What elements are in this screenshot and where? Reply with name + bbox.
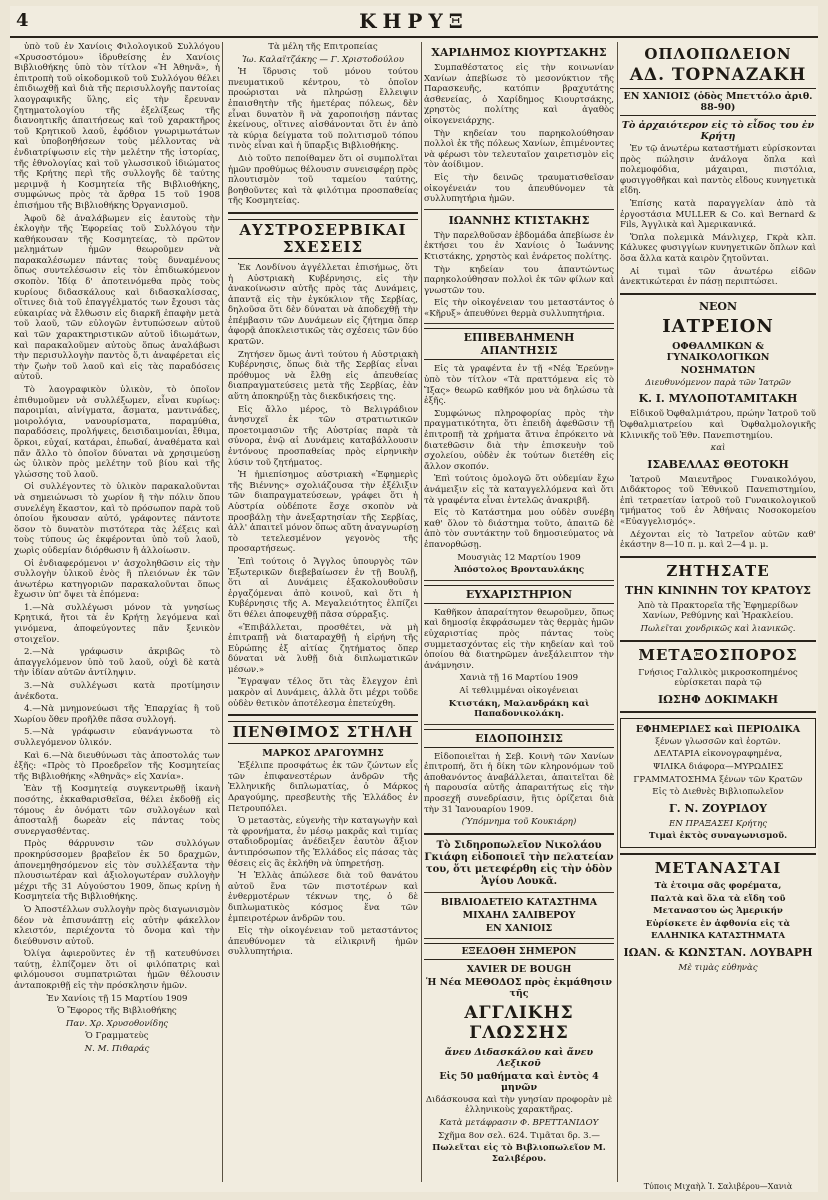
article-paragraph: Εἰς ἄλλο μέρος, τὸ Βελιγράδιον ἀνησυχεῖ ἐκ τῶν στρατιωτικῶν προετοιμασιῶν τῆς Αὐστρίας παρὰ τὰ σύνορα, ἐνῷ αἱ Δυνάμεις καταβάλλουσιν ἐντόνους προσπαθείας πρὸς εἰρηνικὴν λύσιν τοῦ ζητήματος. — [228, 404, 418, 468]
notice-paragraph: Συμπαθέστατος εἰς τὴν κοινωνίαν Χανίων ἀπεβίωσε τὸ μεσονύκτιον τῆς Παρασκευῆς, κατόπιν βραχυτάτης ἀσθενείας, ὁ Χαρίδημος Κιουρτσάκης, χρηστὸς πολίτης καὶ ἀγαθὸς οἰκογενειάρχης. — [424, 63, 614, 126]
divider — [424, 323, 614, 324]
divider — [424, 892, 614, 893]
column-rule — [617, 42, 618, 1182]
ad-lines — [624, 737, 812, 798]
article-paragraph: Ὁ μεταστὰς, εὐγενὴς τὴν καταγωγὴν καὶ τὰ φρονήματα, ἐν μέσῳ μακρᾶς καὶ τιμίας σταδιοδρομίας ἀνέδειξεν ἑαυτὸν ἄξιον ἀντιπρόσωπον τῆς Ἑλλάδος εἰς πάσας τὰς θέσεις εἰς ἃς ἐκλήθη νὰ ὑπηρετήσῃ. — [228, 816, 418, 869]
divider — [620, 711, 816, 713]
notice-body — [424, 608, 614, 672]
ad-line: Ἡ Νέα ΜΕΘΟΔΟΣ πρὸς ἐκμάθησιν τῆς — [425, 976, 613, 999]
article-paragraph: 1.—Νὰ συλλέγωσι μόνον τὰ γνησίως Κρητικά, ἤτοι τὰ ἐν Κρήτῃ λεγόμενα καὶ γινόμενα, ἀποφεύγοντες πᾶν ξενικὸν στοιχεῖον. — [14, 602, 220, 645]
doctor-name: ΙΣΑΒΕΛΛΑΣ ΘΕΟΤΟΚΗ — [647, 457, 789, 471]
article-paragraph: 5.—Νὰ γράφωσιν εὐανάγνωστα τὸ συλλεγόμενον ὑλικόν. — [14, 727, 220, 748]
ad-line: Μεταναστου ὡς Ἀμερικήν — [653, 906, 783, 917]
article-paragraph: Ὀλίγα ἀφιεροῦντες ἐν τῇ κατευθύνσει ταύτῃ, ἐλπίζομεν ὅτι οἱ φιλόπατρις καὶ φιλόμουσοι συμπατριῶται ἡμῶν θέλουσιν ἀνταποκριθῇ εἰς τὴν πρόσκλησιν ἡμῶν. — [14, 949, 220, 992]
article-paragraph: Τὸ λαογραφικὸν ὑλικὸν, τὸ ὁποῖον ἐπιθυμοῦμεν νὰ συλλέξωμεν, εἶναι κυρίως: παροιμίαι, αἰνίγματα, ἄσματα, μαντινάδες, μοιρολόγια, νανουρίσματα, παραμύθια, παραδόσεις, προλήψεις, δεισιδαιμονίαι, ἔθιμα, ὅρκοι, εὐχαί, κατάραι, ἐπωδαί, ἀναθέματα καὶ πᾶν ἄλλο τὸ ὁποῖον δύναται νὰ χρησιμεύσῃ ὡς ὑλικὸν πρὸς μελέτην τοῦ βίου καὶ τῆς γλώσσης τοῦ λαοῦ. — [14, 385, 220, 480]
article-paragraph: 2.—Νὰ γράφωσιν ἀκριβῶς τὸ ἀπαγγελόμενον ὑπὸ τοῦ λαοῦ, οὐχὶ δὲ κατὰ τὴν ἰδίαν αὐτῶν ἀντίληψιν. — [14, 647, 220, 679]
ad-line: ΕΛΛΗΝΙΚΑ ΚΑΤΑΣΤΗΜΑΤΑ — [650, 931, 786, 942]
doctor-desc: Ἰατροῦ Μαιευτῆρος Γυναικολόγου, Διδάκτορος τοῦ Ἐθνικοῦ Πανεπιστημίου, ἐπὶ τετραετίαν ἰατροῦ τοῦ Γυναικολογικοῦ τμήματος τοῦ ἐν Ἀθήναις Νοσοκομείου «Εὐαγγελισμός». — [620, 474, 816, 528]
folklore-article — [14, 42, 220, 992]
article-paragraph: Οἱ συλλέγοντες τὸ ὑλικὸν παρακαλοῦνται νὰ σημειώνωσι τὸ χωρίον ἢ τὴν πόλιν ὅπου συνελέγη ἕκαστον, καὶ τὸ πρόσωπον παρὰ τοῦ ὁποίου ἤκουσαν αὐτό, γράφοντες πάντοτε ὅσον τὸ δυνατὸν πιστότερα τὰς λέξεις καὶ τοὺς τύπους ὡς ἐκφέρονται ὑπὸ τοῦ λαοῦ, χωρὶς οὐδεμίαν διόρθωσιν ἢ ἀλλοίωσιν. — [14, 482, 220, 556]
ad-line: Μὲ τιμὰς εὐθηνὰς — [678, 962, 758, 973]
ad-line: ΔΕΛΤΑΡΙΑ εἰκονογραφημένα, — [653, 749, 783, 760]
obituary-name: ΜΑΡΚΟΣ ΔΡΑΓΟΥΜΗΣ — [262, 748, 384, 760]
divider — [424, 580, 614, 581]
article-paragraph: Ὁ Ἀποστέλλων συλλογὴν πρὸς διαγωνισμὸν δέον νὰ ἐπισυνάπτῃ εἰς αὐτὴν φάκελλον κλειστόν, περιέχοντα τὸ ὄνομα καὶ τὴν διεύθυνσιν αὐτοῦ. — [14, 904, 220, 947]
ad-author: XAVIER DE BOUGH — [466, 963, 572, 975]
divider — [228, 714, 418, 716]
printer-line: Τύποις Μιχαὴλ Ἰ. Σαλιβέρου—Χανιὰ — [643, 1182, 793, 1191]
ad-name: Γ. Ν. ΖΟΥΡΙΔΟΥ — [668, 801, 768, 815]
notice-signature: Χανιὰ τῇ 16 Μαρτίου 1909 — [459, 673, 579, 684]
divider — [424, 209, 614, 210]
divider — [620, 853, 816, 855]
ad-address: ΕΝ ΧΑΝΙΟΙΣ (ὁδὸς Μπεττόλο ἀριθ. 88-90) — [620, 88, 816, 116]
ad-name: ΙΩΣΗΦ ΔΟΚΙΜΑΚΗ — [657, 692, 778, 706]
newspaper-title: ΚΗΡΥΞ — [359, 9, 469, 33]
section-headline: ΠΕΝΘΙΜΟΣ ΣΤΗΛΗ — [228, 721, 418, 744]
ad-paragraph: Ἐπίσης κατὰ παραγγελίαν ἀπὸ τὰ ἐργοστάσια MULLER & Co. καὶ Bernard & Fils, Ἀγγλικὰ καὶ Ἀμερικανικά. — [620, 198, 816, 231]
notice-paragraph: Εἰς τὰ γραφέντα ἐν τῇ «Νέᾳ Ἐρεύνῃ» ὑπὸ τὸν τίτλον «Τὰ πραττόμενα εἰς τὸ Ἴξας» θεωρῶ καθῆκόν μου νὰ δηλώσω τὰ ἑξῆς. — [424, 364, 614, 407]
ad-line: Τιμαὶ ἐκτὸς συναγωνισμοῦ. — [648, 831, 788, 842]
article-paragraph: Ζητήσεν ὅμως ἀντὶ τούτου ἡ Αὐστριακὴ Κυβέρνησις, ὅπως διὰ τῆς Σερβίας εἶναι πρόθυμος νὰ ἔλθῃ εἰς ἀπευθείας διαπραγματεύσεις μετὰ τῆς Σερβίας, ἐὰν αὕτη ἀποκηρύξῃ τὰς διεκδικήσεις της. — [228, 349, 418, 403]
ad-paragraph: Ἐν τῷ ἀνωτέρω καταστήματι εὑρίσκονται πρὸς πώλησιν ἀνάλογα ὅπλα καὶ πολεμοφόδια, μάχαιραι, πιστόλια, φυσιγγοθῆκαι καὶ παντὸς εἴδους κυνηγετικὰ εἴδη. — [620, 144, 816, 197]
ad-sub: Τὸ ἀρχαιότερον εἰς τὸ εἶδος του ἐν Κρήτῃ — [621, 120, 815, 142]
signature-title: Ὁ Ἔφορος τῆς Βιβλιοθήκης — [57, 1006, 177, 1017]
ad-title: ΟΠΛΟΠΩΛΕΙΟΝ — [644, 45, 792, 63]
column-4 — [620, 42, 816, 1182]
notice-paragraph: Εἰδοποιεῖται ἡ Σεβ. Κοινὴ τῶν Χανίων ἐπιτροπή, ὅτι ἡ δίκη τῶν κληρονόμων τοῦ ἀποθανόντος ἀναβάλλεται, ἀπαιτεῖται δὲ ἡ παρουσία αὐτῆς ἀπαραιτήτως εἰς τὴν προσεχῆ συνεδρίασιν, ἣτις ὁρίζεται διὰ τὴν 31 Ἰανουαρίου 1909. — [424, 751, 614, 815]
ad-line: Πωλεῖται χονδρικῶς καὶ λιανικῶς. — [640, 624, 796, 635]
ad-paragraph: Αἱ τιμαὶ τῶν ἀνωτέρω εἰδῶν ἀνεκτικώτεραι ἐν πάσῃ περιπτώσει. — [620, 266, 816, 288]
doctor-desc: Εἰδικοῦ Ὀφθαλμιάτρου, πρώην Ἰατροῦ τοῦ Ὀφθαλμιατρείου καὶ Ὀφθαλμολογικῆς Κλινικῆς τοῦ Ἐθν. Πανεπιστημίου. — [620, 409, 816, 441]
ad-line: Παλτὰ καὶ ὅλα τὰ εἴδη τοῦ — [650, 893, 786, 904]
article-paragraph: Ἐὰν τῇ Κοσμητείᾳ συγκεντρωθῇ ἱκανὴ ποσότης, ἐκκαθαρισθεῖσα, θέλει ἐκδοθῇ εἰς τόμους ἐν ὀνόματι τῶν συλλογέων καὶ ἀποσταλῇ δωρεὰν εἰς πάντας τοὺς συνεργασθέντας. — [14, 784, 220, 837]
ad-text: ΤΗΝ ΚΙΝΙΝΗΝ ΤΟΥ ΚΡΑΤΟΥΣ — [625, 583, 811, 597]
ad-line: Εἰς 50 μαθήματα καὶ ἐντὸς 4 μηνῶν — [439, 1070, 599, 1093]
ad-line: Διευθυνόμενον παρὰ τῶν Ἰατρῶν — [645, 377, 791, 388]
notice-signer-role: Αἱ τεθλιμμέναι οἰκογένειαι — [459, 685, 579, 696]
notice-headline: ΕΥΧΑΡΙΣΤΗΡΙΟΝ — [424, 585, 614, 604]
notice-signer: Ἀπόστολος Βρονταυλάκης — [453, 565, 585, 576]
divider — [228, 212, 418, 214]
column-rule — [222, 42, 223, 1182]
ad-title: ΒΙΒΛΙΟΔΕΤΕΙΟ ΚΑΤΑΣΤΗΜΑ — [440, 896, 598, 908]
signature-name: Ν. Μ. Πιθαράς — [84, 1044, 150, 1055]
signature-role: Ὁ Γραμματεὺς — [85, 1031, 149, 1042]
ad-line: Γνήσιος Γαλλικὸς μικροσκοπημένος εὑρίσκεται παρὰ τῷ — [638, 667, 798, 689]
ad-lines — [620, 881, 816, 942]
divider — [424, 833, 614, 835]
column-1 — [14, 42, 220, 1182]
notice-signature: (Ὑπόμνημα τοῦ Κουκιάρη) — [461, 817, 577, 828]
ad-title: ΝΕΟΝ — [698, 299, 738, 313]
ad-title: ΕΦΗΜΕΡΙΔΕΣ καὶ ΠΕΡΙΟΔΙΚΑ — [635, 723, 801, 735]
article-paragraph: Οἱ ἐνδιαφερόμενοι ν' ἀσχοληθῶσιν εἰς τὴν συλλογὴν ὑλικοῦ ἐνὸς ἢ πλειόνων ἐκ τῶν ἀνωτέρω κατηγοριῶν παρακαλοῦνται ὅπως ἔχωσιν ὑπ' ὄψει τὰ ἑπόμενα: — [14, 558, 220, 601]
ad-line: ΓΡΑΜΜΑΤΟΣΗΜΑ ξένων τῶν Κρατῶν — [633, 774, 803, 785]
notice-headline: ΕΙΔΟΠΟΙΗΣΙΣ — [424, 729, 614, 748]
ad-line: Εἰς τὸ Διεθνὲς Βιβλιοπωλεῖον — [652, 787, 784, 798]
masthead — [10, 6, 818, 38]
notice-paragraph: Τὴν κηδείαν του ἀπαντώντως παρηκολούθησαν πολλοὶ ἐκ τῶν φίλων καὶ γνωστῶν του. — [424, 264, 614, 296]
notice-signature: Μουσγιὰς 12 Μαρτίου 1909 — [457, 552, 581, 563]
ad-paragraph: Ὅπλα πολεμικὰ Μάνλιχερ, Γκρὰ κλπ. Κάλυκες φυσιγγίων κυνηγετικῶν ὅπλων καὶ ὅσα ἄλλα κατὰ καιρὸν ζητοῦνται. — [620, 232, 816, 264]
signature-place: Ἐν Χανίοις τῇ 15 Μαρτίου 1909 — [46, 993, 188, 1004]
ad-line: ΕΝ ΠΡΑΞΑΣΕΙ Κρήτης — [668, 818, 768, 829]
doctor-name: Κ. Ι. ΜΥΛΟΠΟΤΑΜΙΤΑΚΗ — [638, 392, 798, 406]
ad-name: ΜΙΧΑΗΛ ΣΑΛΙΒΕΡΟΥ — [462, 909, 576, 921]
ad-line: Πωλεῖται εἰς τὸ Βιβλιοπωλεῖον Μ. Σαλιβέρου. — [432, 1143, 606, 1164]
notice-headline: ΧΑΡΙΔΗΜΟΣ ΚΙΟΥΡΤΣΑΚΗΣ — [431, 46, 607, 59]
obituary-article — [228, 761, 418, 958]
notice-paragraph: Καθῆκον ἀπαραίτητον θεωροῦμεν, ὅπως καὶ δημοσίᾳ ἐκφράσωμεν τὰς θερμὰς ἡμῶν εὐχαριστίας πρὸς πάντας τοὺς συμμετασχόντας εἰς τὴν κηδείαν καὶ τοῦ ὁποίου θὰ διατηρῶμεν ἀνεξάλειπτον τὴν ἀνάμνησιν. — [424, 607, 614, 671]
notice-paragraph: Τὴν κηδείαν του παρηκολούθησαν πολλοὶ ἐκ τῆς πόλεως Χανίων, ἐπιμένοντες νὰ φέρωσι τὸν τελευταῖον χαιρετισμὸν εἰς τὸν ἀοίδιμον. — [424, 128, 614, 171]
article-paragraph: 4.—Νὰ μνημονεύωσι τῆς Ἐπαρχίας ἢ τοῦ Χωρίου ὅθεν προῆλθε πᾶσα συλλογή. — [14, 704, 220, 725]
divider — [424, 724, 614, 725]
ad-big-title: ΑΓΓΛΙΚΗΣ ΓΛΩΣΣΗΣ — [464, 1002, 574, 1043]
ad-line: Εὑρίσκετε ἐν ἀφθονία εἰς τὰ — [645, 918, 791, 929]
column-3 — [424, 42, 614, 1182]
divider — [620, 556, 816, 558]
austro-serbian-article — [228, 263, 418, 709]
ad-line: Ἀπὸ τὰ Πρακτορεῖα τῆς Ἐφημερίδων Χανίων, Ρεθύμνης καὶ Ἡρακλείου. — [638, 600, 798, 622]
ad-box — [620, 718, 816, 848]
ad-body — [620, 144, 816, 288]
article-paragraph: Ἐπὶ τούτοις ὁ Ἄγγλος ὑπουργὸς τῶν Ἐξωτερικῶν διεβεβαίωσεν ἐν τῇ Βουλῇ, ὅτι αἱ Δυνάμεις ἐξακολουθοῦσιν ἐργαζόμεναι ἀπὸ κοινοῦ, καὶ ὅτι ἡ Κυβέρνησις τῆς Α. Μεγαλειότητος ἐλπίζει ὅτι θέλει ἀποφευχθῇ πᾶσα σύρραξις. — [228, 556, 418, 620]
ad-name: ΙΩΑΝ. & ΚΩΝΣΤΑΝ. ΛΟΥΒΑΡΗ — [623, 945, 813, 959]
article-paragraph: 3.—Νὰ συλλέγωσι κατὰ προτίμησιν ἀνέκδοτα. — [14, 681, 220, 702]
article-paragraph: Καὶ 6.—Νὰ διευθύνωσι τὰς ἀποστολάς των ἐξῆς: «Πρὸς τὸ Προεδρεῖον τῆς Κοσμητείας τῆς Βιβλιοθήκης «Ἀθηνᾶς» εἰς Χανία». — [14, 750, 220, 782]
notice-body — [424, 63, 614, 205]
newspaper-page — [10, 6, 818, 1192]
ad-title: ΜΕΤΑΝΑΣΤΑΙ — [654, 858, 782, 877]
article-paragraph: Ἐξέλιπε προσφάτως ἐκ τῶν ζώντων εἷς τῶν ἐπιφανεστέρων ἀνδρῶν τῆς Ἑλληνικῆς διπλωματίας, ὁ Μάρκος Δραγούμης, πρεσβευτὴς τῆς Ἑλλάδος ἐν Πετρουπόλει. — [228, 761, 418, 814]
article-paragraph: Ἡ Ἑλλὰς ἀπώλεσε διὰ τοῦ θανάτου αὐτοῦ ἕνα τῶν πιστοτέρων καὶ ἐνθερμοτέρων τέκνων της, ὁ δὲ διπλωματικὸς κόσμος ἕνα τῶν ἐμπειροτέρων ἀνδρῶν του. — [228, 871, 418, 924]
notice-headline: ΙΩΑΝΝΗΣ ΚΤΙΣΤΑΚΗΣ — [448, 213, 590, 227]
notice-paragraph: Εἰς τὸ Κατάστημα μου οὐδὲν συνέβη καθ' ὅλον τὸ διάστημα τοῦτο, ἀπαιτῶ δὲ ἀπὸ τὸν συντάκτην τοῦ δημοσιεύματος νὰ ἐπανορθώσῃ. — [424, 508, 614, 550]
committee-names: Ἰω. Καλαϊτζάκης — Γ. Χριστοδούλου — [242, 54, 404, 65]
ad-line: καὶ — [710, 443, 726, 454]
page-number: 4 — [16, 10, 29, 31]
notice-signer: Κτιστάκη, Μαλανδράκη καὶ Παπαδονικολάκη. — [448, 698, 590, 720]
ad-line: Τὰ ἑτοιμα σᾶς φορέματα, — [654, 880, 782, 891]
notice-body — [424, 752, 614, 816]
article-paragraph: Ἀφοῦ δὲ ἀναλάβωμεν εἰς ἐαυτοὺς τὴν ἐκλογὴν τῆς Ἐφορείας τοῦ Συλλόγου τὴν καθήκουσαν τῆς Κοσμητείας, τὸ πρῶτον μελημάτων ἡμῶν θεωροῦμεν νὰ παρακαλέσωμεν πάντας τοὺς δυναμένους ὅπως συντελέσωσιν εἰς τὸν ἐπιδιωκόμενον σκοπὸν. Ἰδίᾳ δ' ἀποτεινόμεθα πρὸς τοὺς κυρίους διδασκάλους καὶ διδασκαλίσσας, οἵτινες διὰ τοῦ ἐπαγγέλματός των ἔχουσι τὰς εὐκαιρίας νὰ ἔλθωσιν εἰς διαρκῆ ἐπαφὴν μετὰ τοῦ λαοῦ, τῶν εὐλογῶν ἐντυπώσεων αὐτοῦ καὶ τῶν χαρακτηριστικῶν αὐτοῦ ἰδιωμάτων, καὶ παρακαλοῦμεν αὐτοὺς ὅπως ἀναλάβωσι τὴν περισυλλογὴν παντὸς ὅ,τι ἀναφέρεται εἰς τὴν ζωὴν τοῦ λαοῦ καὶ εἰς τὰς παραδόσεις αὐτοῦ. — [14, 213, 220, 383]
advertisement: Τὸ Σιδηροπωλεῖον Νικολάου Γκιάφη εἰδοποιεῖ τὴν πελατείαν του, ὅτι μετεφέρθη εἰς τὴν ὁδὸν Ἁγίου Λουκᾶ. — [424, 839, 614, 887]
ad-place: ΕΝ ΧΑΝΙΟΙΣ — [485, 922, 553, 934]
article-paragraph: Ἡ ἡμιεπίσημος αὐστριακὴ «Ἐφημερὶς τῆς Βιέννης» σχολιάζουσα τὴν ἐξέλιξιν τῶν διαπραγματεύσεων, γράφει ὅτι ἡ Αὐστρία οὐδέποτε ἔσχε σκοπὸν νὰ προσβάλῃ τὴν ἀνεξαρτησίαν τῆς Σερβίας, ἀλλ' ἀπαιτεῖ μόνον ὅπως αὕτη ἀναγνωρίσῃ τὸ τετελεσμένον γεγονὸς τῆς προσαρτήσεως. — [228, 470, 418, 555]
notice-paragraph: Συμφώνως πληροφορίας πρὸς τὴν πραγματικότητα, ὅτι ἐπειδὴ ἀφεθῶσιν τῇ ἐπιτροπῇ τὰ χρήματα ἅτινα ἐπρόκειτο νὰ διατεθῶσιν διὰ τὴν ἐπισκευὴν τοῦ σχολείου, οὐδὲν ἐκ τούτων διετέθη εἰς ἄλλον σκοπόν. — [424, 408, 614, 472]
article-paragraph: Πρὸς θάρρυνσιν τῶν συλλόγων προκηρύσσομεν βραβεῖον ἐκ 50 δραχμῶν, ἀπονεμηθησόμενον εἰς τὸν συλλέξαντα τὴν πλουσιωτέραν καὶ ἀξιολογωτέραν συλλογὴν μέχρι τῆς 31 Αὐγούστου 1909, ὅπως κρίνῃ ἡ Κοσμητεία τῆς Βιβλιοθήκης. — [14, 839, 220, 903]
divider — [620, 293, 816, 295]
notice-body — [424, 231, 614, 320]
section-headline: ΑΥΣΤΡΟΣΕΡΒΙΚΑΙ ΣΧΕΣΕΙΣ — [228, 219, 418, 259]
ad-line: ξένων γλωσσῶν καὶ ἑορτῶν. — [655, 736, 781, 747]
library-article — [228, 67, 418, 207]
ad-title: ΖΗΤΗΣΑΤΕ — [666, 561, 770, 580]
article-paragraph: Ἔγραψαν τέλος ὅτι τὰς ἔλεγχον ἐπὶ μακρὸν αἱ Δυνάμεις, ἀλλὰ ὅτι μέχρι τοῦδε οὐδὲν θετικὸν ἀποτέλεσμα ἐπετεύχθη. — [228, 677, 418, 709]
ad-line: ΨΙΛΙΚΑ διάφορα—ΜΥΡΩΔΙΕΣ — [652, 762, 784, 772]
ad-spec: ΟΦΘΑΛΜΙΚΩΝ & ΓΥΝΑΙΚΟΛΟΓΙΚΩΝ — [666, 340, 770, 363]
article-paragraph: ὑπὸ τοῦ ἐν Χανίοις Φιλολογικοῦ Συλλόγου «Χρυσοστόμου» ἱδρυθείσης ἐν Χανίοις Βιβλιοθήκης ὑπὸ τὸν τίτλον «Ἡ Ἀθηνᾶ», ἡ ἐπιτροπὴ τοῦ οἰκοδομικοῦ τοῦ Συλλόγου θέλει ἐπιδιωχθῇ καὶ διὰ τῆς περισυλλογῆς παντοίας λαογραφικῆς ὕλης, εἰς τὴν ἔρευναν ζητηματολογίου τῆς ἐξελίξεως τῆς διανοητικῆς ἀπαιτήσεως καὶ τοῦ χαρακτῆρος τοῦ Κρητικοῦ λαοῦ, ἐφόδιον γνωριμωτάτων καὶ ὑποβοηθήσεων τοὺς μέλλοντας νὰ ἐνδιατρίψωσιν εἰς τὴν μελέτην τῆς ἱστορίας, τῆς ἐθνολογίας καὶ τοῦ γλωσσικοῦ ἰδιώματος τῆς Κρήτης περὶ τῆς συλλογῆς δὲ ταύτης μεριμνᾷ ἡ Κοσμητεία τῆς Βιβλιοθήκης, συμφώνως πρὸς τὰ ἄρθρα 15 τοῦ 1908 ἐπισήμου τῆς Βιβλιοθήκης Ὀργανισμοῦ. — [14, 42, 220, 211]
ad-line: Διδάσκουσα καὶ τὴν γνησίαν προφορὰν μὲ ἑλληνικοὺς χαρακτῆρας. — [425, 1094, 613, 1116]
ad-line: Σχῆμα 8ον σελ. 624. Τιμᾶται δρ. 3.— — [438, 1130, 600, 1141]
ad-name: ΑΔ. ΤΟΡΝΑΖΑΚΗ — [629, 65, 807, 85]
signature-name: Παν. Χρ. Χρυσοθονίδης — [65, 1018, 169, 1029]
divider — [424, 938, 614, 939]
notice-paragraph: Ἐπὶ τούτοις ὁμολογῶ ὅτι οὐδεμίαν ἔχω ἀνάμειξιν εἰς τὰ καταγγελλόμενα καὶ ὅτι τὰ γραφέντα εἶναι ἐντελῶς ἀνακριβῆ. — [424, 474, 614, 506]
notice-headline: ΕΠΙΒΕΒΛΗΜΕΝΗ ΑΠΑΝΤΗΣΙΣ — [424, 328, 614, 360]
column-2 — [228, 42, 418, 1182]
article-paragraph: «Ἐπιβάλλεται, προσθέτει, νὰ μὴ ἐπιτραπῇ νὰ διαταραχθῇ ἡ εἰρήνη τῆς Εὐρώπης ἐξ αἰτίας ζητήματος ὅπερ δύναται νὰ λυθῇ διὰ διπλωματικῶν μέσων.» — [228, 622, 418, 675]
ad-hours: Δέχονται εἰς τὸ Ἰατρεῖον αὐτῶν καθ' ἑκάστην 8—10 π. μ. καὶ 2—4 μ. μ. — [620, 529, 816, 551]
article-paragraph: Εἰς τὴν οἰκογένειαν τοῦ μεταστάντος ἀπευθύνομεν τὰ εἰλικρινῆ ἡμῶν συλλυπητήρια. — [228, 926, 418, 958]
notice-paragraph: Τὴν παρελθοῦσαν ἑβδομάδα ἀπεβίωσε ἐν ἐκτήσει του ἐν Χανίοις ὁ Ἰωάννης Κτιστάκης, χρηστὸς καὶ ἐνάρετος πολίτης. — [424, 230, 614, 262]
article-paragraph: Ἡ ἵδρυσις τοῦ μόνου τούτου πνευματικοῦ κέντρου, τὸ ὁποῖον προώρισται νὰ πληρώσῃ ἔλλειψιν ἐπαισθητὴν τῆς ἡμετέρας πόλεως, δὲν εἶναι δυνατὸν ἢ νὰ χαροποιήσῃ πάντας ἐκείνους, οἵτινες αἰσθάνονται ὅτι ἐν ἀπὸ τὰ κύρια δείγματα τοῦ πολιτισμοῦ τόπου τινὸς εἶναι καὶ ἡ ὕπαρξις Βιβλιοθήκης. — [228, 67, 418, 152]
notice-body — [424, 364, 614, 550]
article-paragraph: Ἐκ Λονδίνου ἀγγέλλεται ἐπισήμως, ὅτι ἡ Αὐστριακὴ Κυβέρνησις, εἰς τὴν ἀνακοίνωσιν αὐτῆς πρὸς τὰς Δυνάμεις, ἀπαντᾷ εἰς τὴν ἐγκύκλιον τῆς Σερβίας, δηλοῦσα ὅτι δὲν δύναται νὰ ἀποδεχθῇ τὴν ἐπέμβασιν τῶν Δυνάμεων εἰς ζήτημα ὅπερ ἀφορᾷ ἀποκλειστικῶς τὰς σχέσεις τῶν δύο κρατῶν. — [228, 262, 418, 348]
ad-line: Κατὰ μετάφρασιν Φ. ΒΡΕΤΤΑΝΙΔΟΥ — [439, 1118, 599, 1129]
ad-title: ΕΞΕΔΟΘΗ ΣΗΜΕΡΟΝ — [424, 943, 614, 960]
notice-paragraph: Εἰς τὴν δεινῶς τραυματισθεῖσαν οἰκογένειάν του ἀπευθύνομεν τὰ συλλυπητήρια ἡμῶν. — [424, 172, 614, 205]
article-paragraph: Διὸ τοῦτο πεποίθαμεν ὅτι οἱ συμπολῖται ἡμῶν προθύμως θέλουσιν συνεισφέρῃ πρὸς πλουτισμὸν τοῦ ταμείου ταύτης, βοηθοῦντες καὶ τὰ φιλότιμα προσπαθείας τῆς Κοσμητείας. — [228, 153, 418, 207]
divider — [620, 640, 816, 642]
ad-line: ἄνευ Διδασκάλου καὶ ἄνευ Λεξικοῦ — [444, 1046, 594, 1069]
committee-header: Τὰ μέλη τῆς Επιτροπείας — [268, 42, 378, 52]
column-rule — [421, 42, 422, 1182]
notice-paragraph: Εἰς τὴν οἰκογένειαν του μεταστάντος ὁ «Κῆρυξ» ἀπευθύνει θερμὰ συλλυπητήρια. — [424, 298, 614, 319]
ad-spec: ΝΟΣΗΜΑΤΩΝ — [680, 364, 756, 376]
ad-name: ΙΑΤΡΕΙΟΝ — [662, 315, 774, 337]
ad-title: ΜΕΤΑΞΟΣΠΟΡΟΣ — [638, 645, 798, 664]
